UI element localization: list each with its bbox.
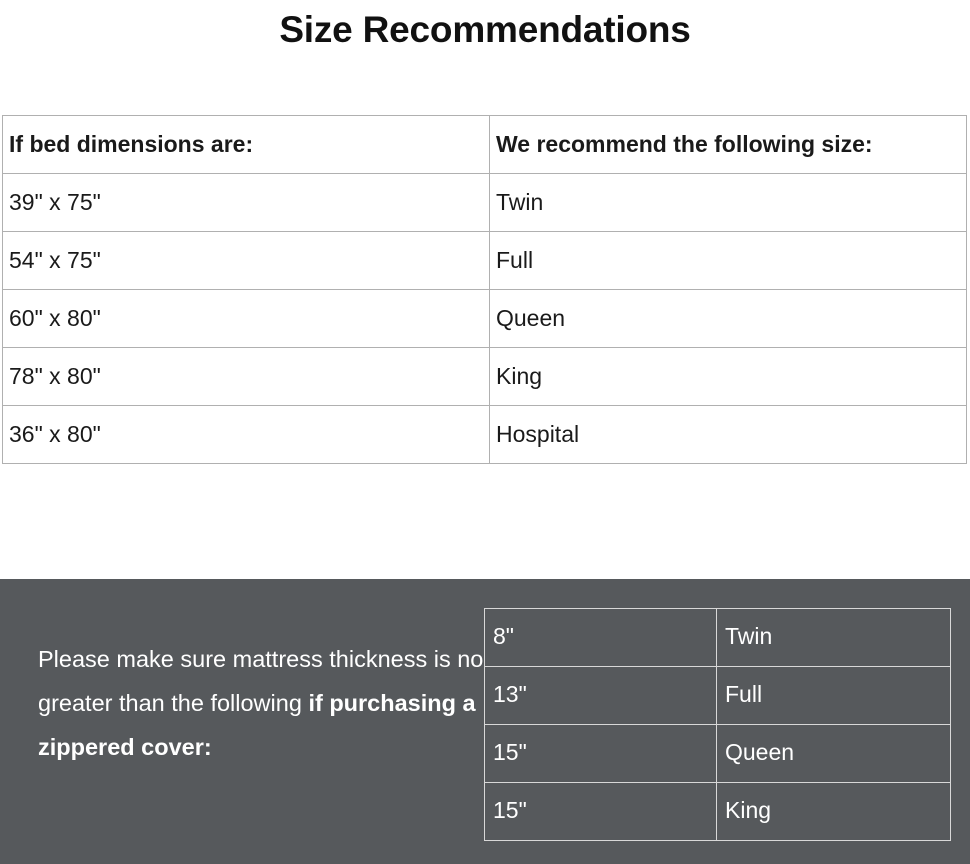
- cell-thickness: 15": [485, 725, 717, 783]
- cell-dimensions: 39" x 75": [3, 174, 490, 232]
- table-row: [3, 348, 967, 406]
- size-recommendations-table: [2, 115, 967, 464]
- cell-dimensions: 78" x 80": [3, 348, 490, 406]
- table-row: [485, 609, 951, 667]
- cell-size: Queen: [490, 290, 967, 348]
- cell-size: Queen: [717, 725, 951, 783]
- thickness-note-text-normal: Please make sure mattress thickness is no greater than the following: [38, 646, 484, 717]
- cell-size: Full: [490, 232, 967, 290]
- page-title: Size Recommendations: [279, 9, 691, 50]
- cell-size: King: [490, 348, 967, 406]
- thickness-note-text: [38, 637, 498, 770]
- cell-dimensions: 60" x 80": [3, 290, 490, 348]
- table-row: [3, 406, 967, 464]
- cell-dimensions: 36" x 80": [3, 406, 490, 464]
- size-recommendations-page: [0, 8, 970, 864]
- thickness-note-panel: [0, 579, 970, 864]
- table-row: [485, 725, 951, 783]
- cell-size: Full: [717, 667, 951, 725]
- table-header-row: [3, 116, 967, 174]
- column-header-dimensions: If bed dimensions are:: [3, 116, 490, 174]
- cell-size: Twin: [490, 174, 967, 232]
- table-row: [3, 290, 967, 348]
- cell-size: Hospital: [490, 406, 967, 464]
- cell-thickness: 15": [485, 783, 717, 841]
- table-row: [3, 174, 967, 232]
- table-row: [485, 667, 951, 725]
- cell-thickness: 13": [485, 667, 717, 725]
- cell-size: Twin: [717, 609, 951, 667]
- thickness-table: [484, 608, 951, 841]
- thickness-note-text-emphasis: if purchasing a zippered cover:: [38, 690, 476, 761]
- column-header-recommended-size: We recommend the following size:: [490, 116, 967, 174]
- table-row: [3, 232, 967, 290]
- table-row: [485, 783, 951, 841]
- cell-size: King: [717, 783, 951, 841]
- cell-dimensions: 54" x 75": [3, 232, 490, 290]
- cell-thickness: 8": [485, 609, 717, 667]
